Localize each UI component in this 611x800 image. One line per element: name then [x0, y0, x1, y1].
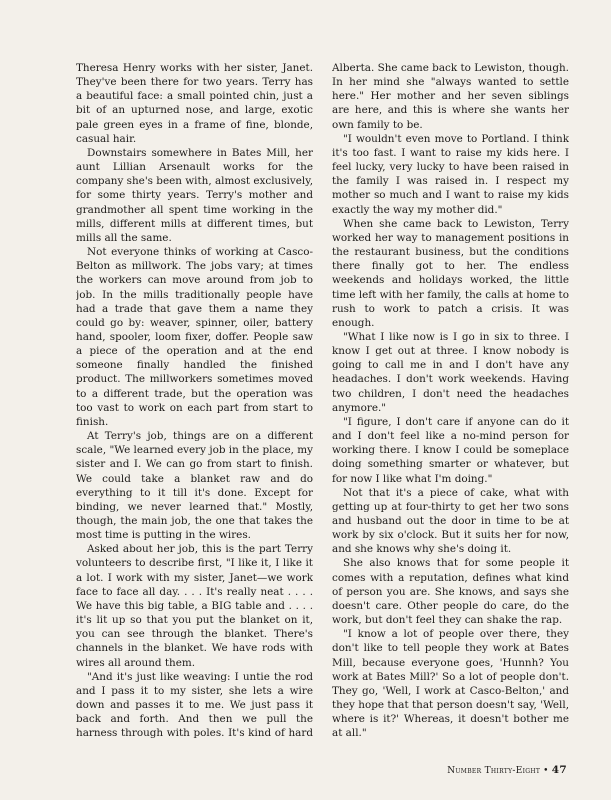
- right-column: [332, 61, 569, 741]
- paragraph: Not that it's a piece of cake, what with getting up at four-thirty to get her two sons and husband out the door in time to be at work by six o'clock. But it suits her for now, and she knows why she's doing it.: [332, 486, 569, 556]
- paragraph: Downstairs somewhere in Bates Mill, her aunt Lillian Arsenault works for the company she's been with, almost exclusively, for some thirty years. Terry's mother and grandmother all spent time working in the mills, different mills at different times, but mills all the same.: [76, 146, 313, 244]
- article-body: [76, 61, 569, 741]
- footer-bullet: •: [543, 766, 549, 776]
- paragraph: "I wouldn't even move to Portland. I think it's too fast. I want to raise my kids here. I feel lucky, very lucky to have been raised in the family I was raised in. I respect my mother so much and I want to raise my kids exactly the way my mother did.": [332, 132, 569, 216]
- page-number: 47: [551, 764, 567, 776]
- page-footer: [447, 764, 567, 776]
- paragraph: At Terry's job, things are on a different scale, "We learned every job in the place, my sister and I. We can go from start to finish. We could take a blanket raw and do everything to it till it's done. Except for binding, we never learned that." Mostly, though, the main job, the one that takes the most time is putting in the wires.: [76, 430, 313, 542]
- paragraph: Asked about her job, this is the part Terry volunteers to describe first, "I like it, I like it a lot. I work with my sister, Janet—we work face to face all day. . . . It's really neat . . . . We have this big table, a BIG table and . . . . it's lit up so that you put the blanket on it, you can see through the blanket. There's channels in the blanket. We have rods with wires all around them.: [76, 543, 313, 669]
- paragraph: Alberta. She came back to Lewiston, though. In her mind she "always wanted to settle here." Her mother and her seven siblings are here, and this is where she wants her own family to be.: [332, 62, 569, 131]
- paragraph: "I know a lot of people over there, they don't like to tell people they work at Bates Mill, because everyone goes, 'Hunnh? You work at Bates Mill?' So a lot of people don't. They go, 'Well, I work at Casco-Belton,' and they hope that that person doesn't say, 'Well, where is it?' Whereas, it doesn't bother me at all.": [332, 628, 569, 740]
- paragraph: When she came back to Lewiston, Terry worked her way to management positions in the restaurant business, but the conditions there finally got to her. The endless weekends and holidays worked, the little time left with her family, the calls at home to rush to work to patch a crisis. It was enough.: [332, 217, 569, 329]
- paragraph: "What I like now is I go in six to three. I know I get out at three. I know nobody is going to call me in and I don't have any headaches. I don't work weekends. Having two children, I don't need the headaches anymore.": [332, 330, 569, 414]
- paragraph: She also knows that for some people it comes with a reputation, defines what kind of person you are. She knows, and says she doesn't care. Other people do care, do the work, but don't feel they can shake the rap.: [332, 557, 569, 627]
- paragraph: [332, 741, 569, 742]
- paragraph: "And it's just like weaving: I untie the rod and I pass it to my sister, she lets a wire down and passes it to me. We just pass it back and forth. And then we pull the harness through with poles. It's kind of hard: [76, 670, 313, 740]
- paragraph: Theresa Henry works with her sister, Janet. They've been there for two years. Terry has a beautiful face: a small pointed chin, just a bit of an upturned nose, and large, exotic pale green eyes in a frame of fine, blonde, casual hair.: [76, 62, 313, 145]
- paragraph: Not everyone thinks of working at Casco-Belton as millwork. The jobs vary; at times the workers can move around from job to job. In the mills traditionally people have had a trade that gave them a name they could go by: weaver, spinner, oiler, battery hand, spooler, loom fixer, doffer. People saw a piece of the operation and at the end someone finally handled the finished product. The millworkers sometimes moved to a different trade, but the operation was too vast to work on each part from start to finish.: [76, 246, 313, 428]
- paragraph: "I figure, I don't care if anyone can do it and I don't feel like a no-mind person for working there. I know I could be someplace doing something smarter or whatever, but for now I like what I'm doing.": [332, 415, 569, 485]
- issue-label: Number Thirty-Eight: [447, 766, 541, 776]
- left-column: [76, 61, 313, 741]
